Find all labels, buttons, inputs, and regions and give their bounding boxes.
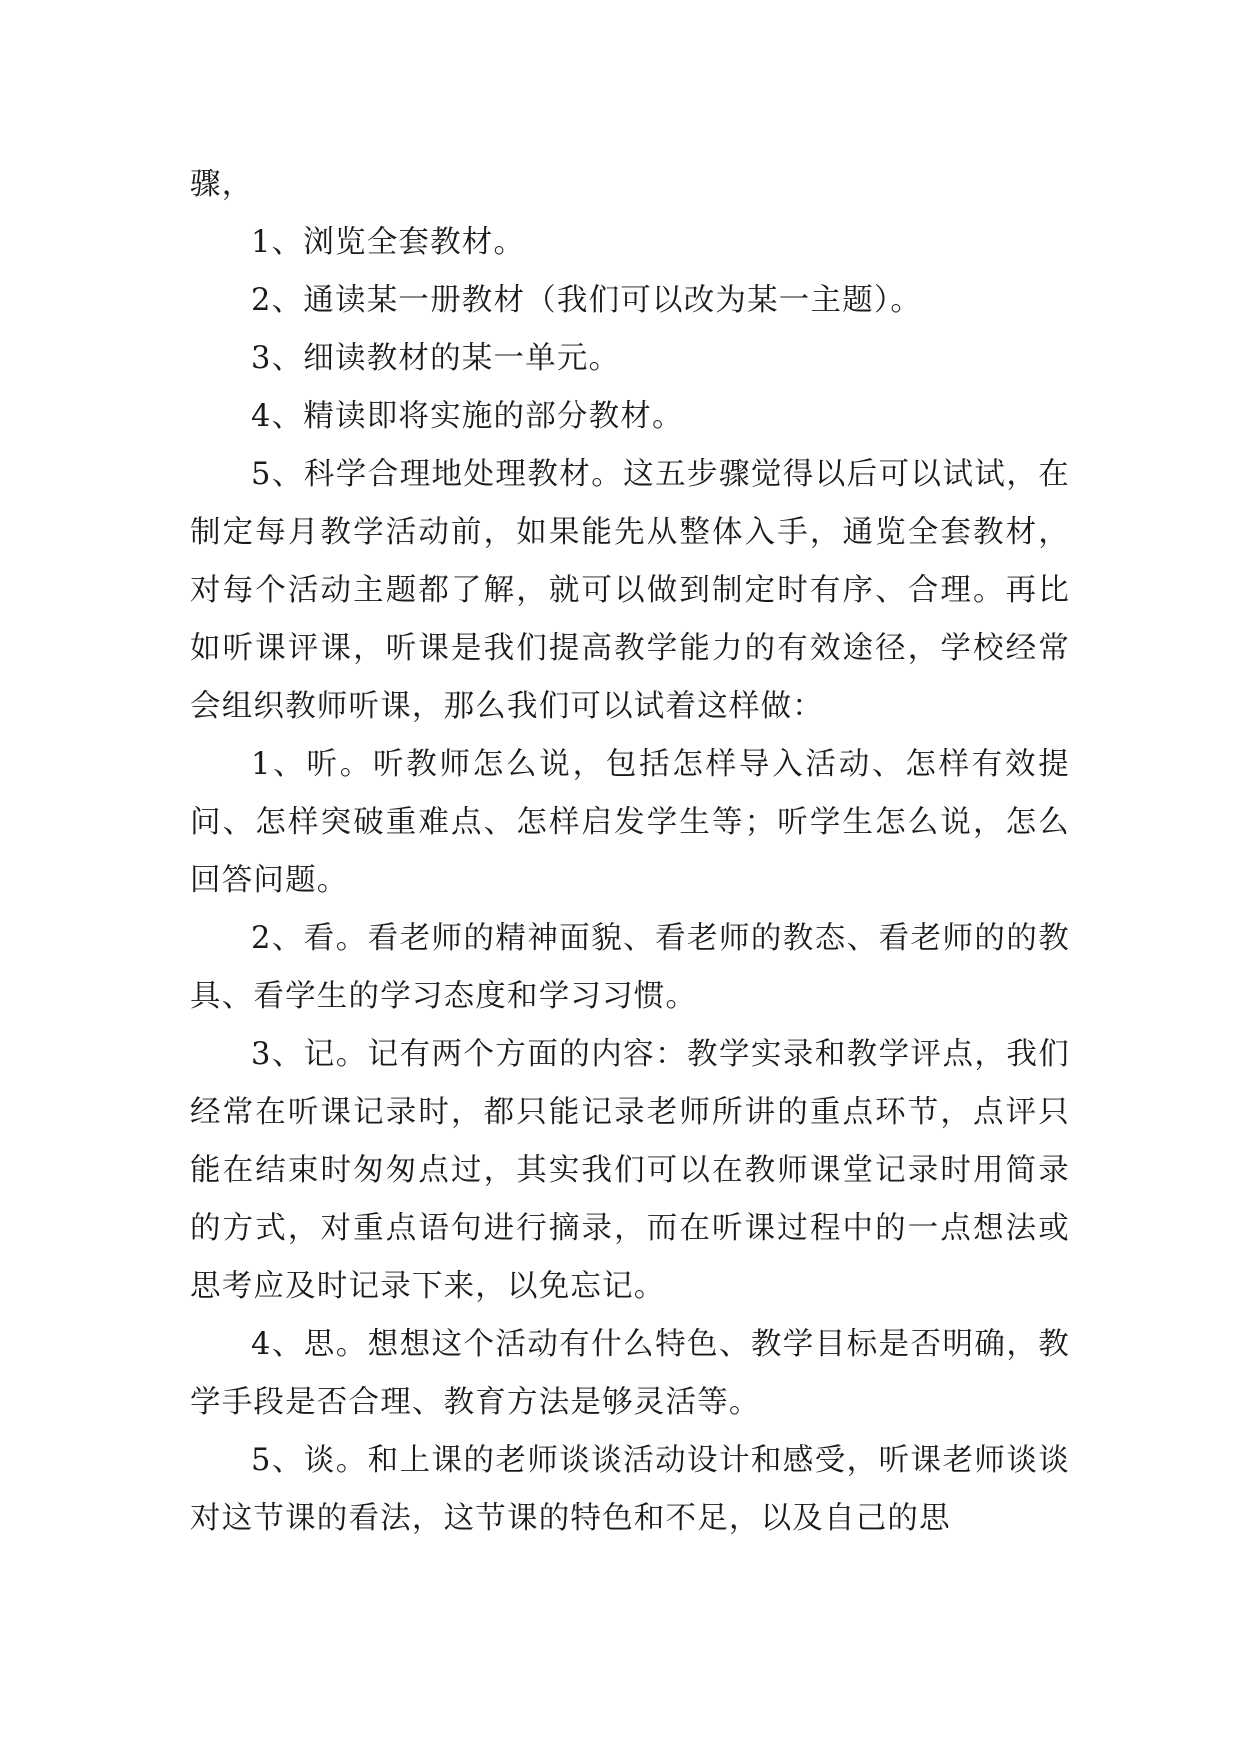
paragraph: 5、科学合理地处理教材。这五步骤觉得以后可以试试，在制定每月教学活动前，如果能先从整体入手，通览全套教材，对每个活动主题都了解，就可以做到制定时有序、合理。再比如听课评课，听课是我们提高教学能力的有效途径，学校经常会组织教师听课，那么我们可以试着这样做： xyxy=(190,457,1070,724)
paragraph: 2、通读某一册教材（我们可以改为某一主题）。 xyxy=(251,283,923,318)
paragraph: 4、思。想想这个活动有什么特色、教学目标是否明确，教学手段是否合理、教育方法是够灵活等。 xyxy=(190,1327,1070,1420)
paragraph: 5、谈。和上课的老师谈谈活动设计和感受，听课老师谈谈对这节课的看法，这节课的特色和不足，以及自己的思 xyxy=(190,1443,1070,1536)
paragraph: 3、细读教材的某一单元。 xyxy=(251,341,621,376)
paragraph: 骤， xyxy=(190,167,254,202)
paragraph: 3、记。记有两个方面的内容：教学实录和教学评点，我们经常在听课记录时，都只能记录老师所讲的重点环节，点评只能在结束时匆匆点过，其实我们可以在教师课堂记录时用简录的方式，对重点语句进行摘录，而在听课过程中的一点想法或思考应及时记录下来，以免忘记。 xyxy=(190,1037,1070,1304)
paragraph: 1、浏览全套教材。 xyxy=(251,225,526,260)
paragraph: 4、精读即将实施的部分教材。 xyxy=(251,399,684,434)
document-body xyxy=(190,156,1070,1548)
paragraph: 1、听。听教师怎么说，包括怎样导入活动、怎样有效提问、怎样突破重难点、怎样启发学生等；听学生怎么说，怎么回答问题。 xyxy=(190,747,1070,898)
paragraph: 2、看。看老师的精神面貌、看老师的教态、看老师的的教具、看学生的学习态度和学习习惯。 xyxy=(190,921,1070,1014)
